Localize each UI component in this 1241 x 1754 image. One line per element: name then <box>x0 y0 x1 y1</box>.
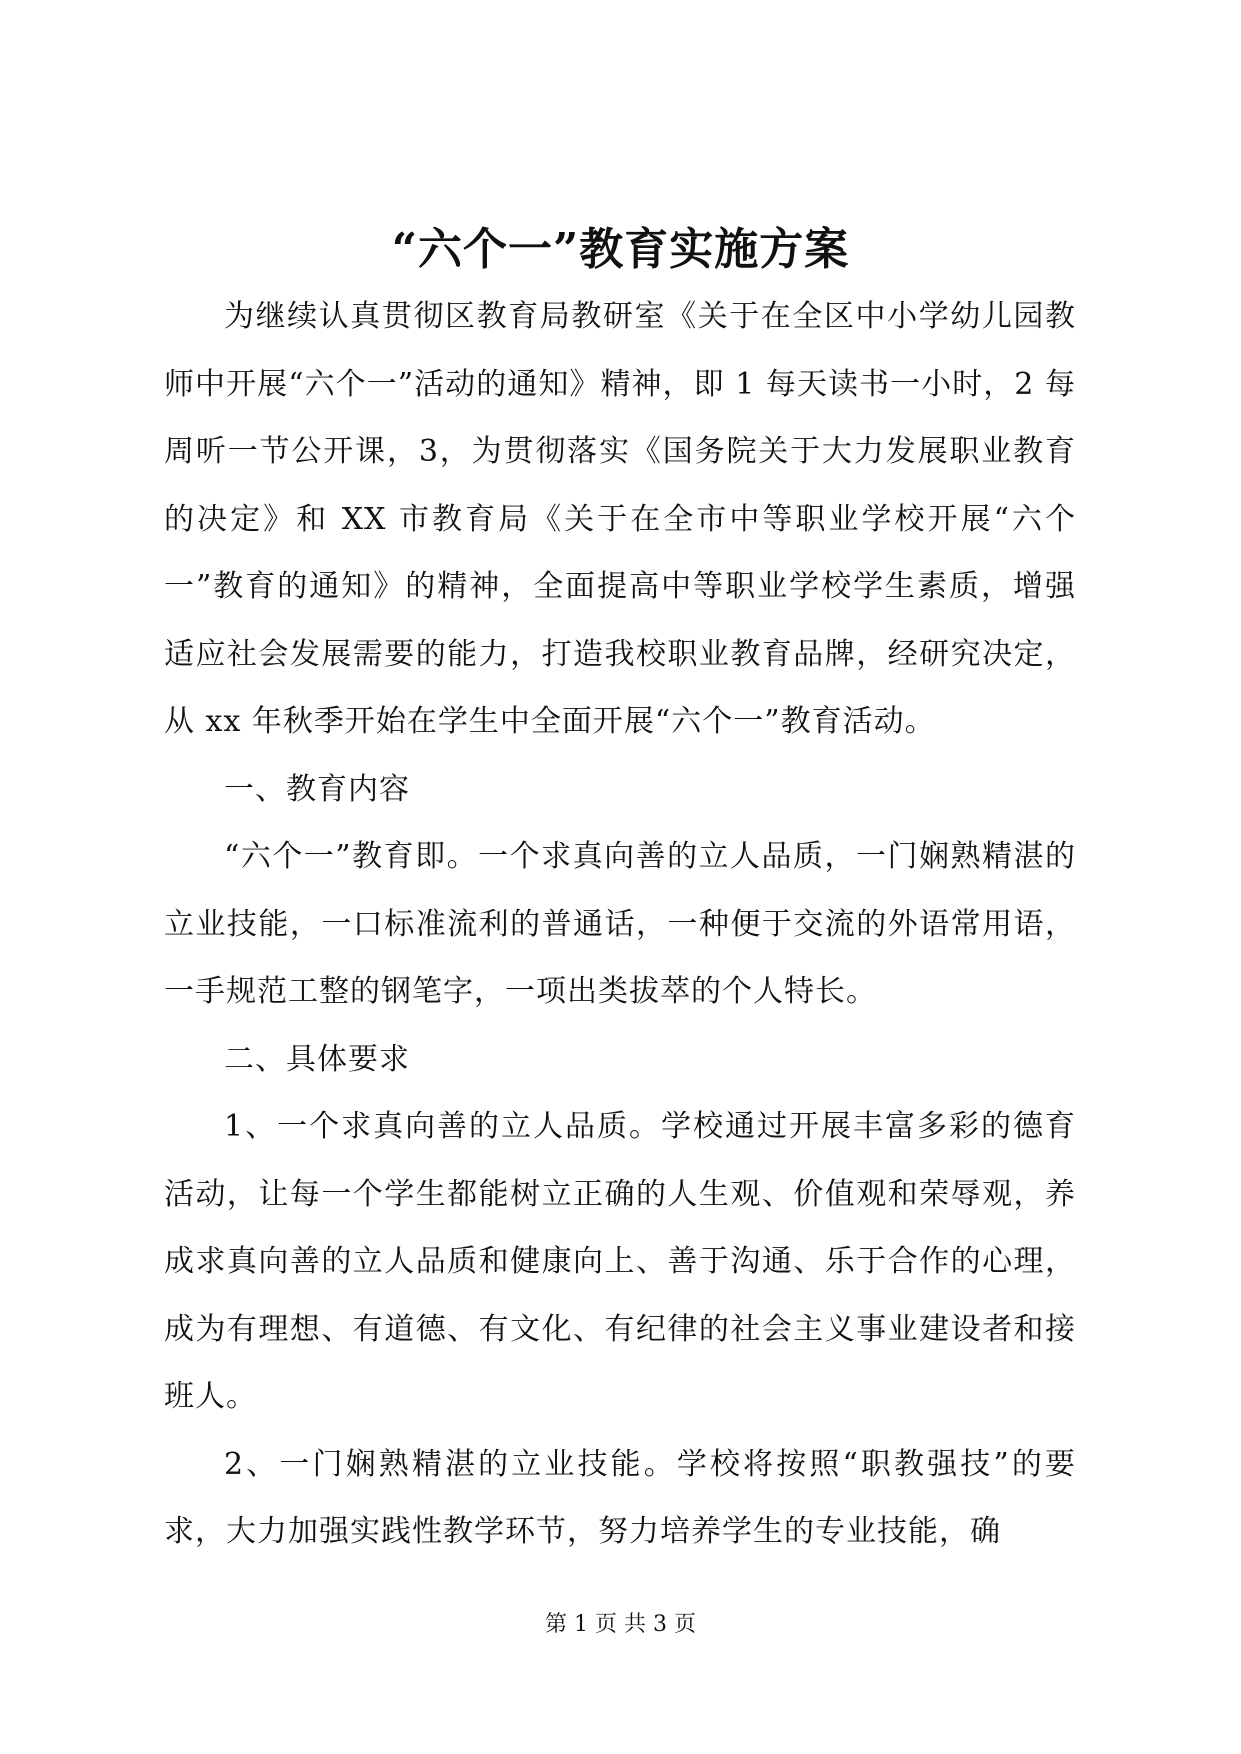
page-footer: 第 1 页 共 3 页 <box>545 1612 696 1637</box>
paragraph-requirement-1: 1、一个求真向善的立人品质。学校通过开展丰富多彩的德育活动，让每一个学生都能树立正确的人生观、价值观和荣辱观，养成求真向善的立人品质和健康向上、善于沟通、乐于合作的心理，成为有理想、有道德、有文化、有纪律的社会主义事业建设者和接班人。 <box>164 1109 1076 1414</box>
section-heading-content: 一、教育内容 <box>224 771 410 807</box>
section-heading-requirements: 二、具体要求 <box>224 1041 410 1077</box>
paragraph-requirement-2: 2、一门娴熟精湛的立业技能。学校将按照“职教强技”的要求，大力加强实践性教学环节，努力培养学生的专业技能，确 <box>164 1446 1076 1549</box>
document-body <box>164 283 1076 1566</box>
paragraph-intro: 为继续认真贯彻区教育局教研室《关于在全区中小学幼儿园教师中开展“六个一”活动的通知》精神，即 1 每天读书一小时，2 每周听一节公开课，3，为贯彻落实《国务院关于大力发展职业教育的决定》和 XX 市教育局《关于在全市中等职业学校开展“六个一”教育的通知》的精神，全面提高中等职业学校学生素质，增强适应社会发展需要的能力，打造我校职业教育品牌，经研究决定，从 xx 年秋季开始在学生中全面开展“六个一”教育活动。 <box>164 299 1076 739</box>
document-title: “六个一”教育实施方案 <box>391 224 850 275</box>
paragraph-content: “六个一”教育即。一个求真向善的立人品质，一门娴熟精湛的立业技能，一口标准流利的普通话，一种便于交流的外语常用语，一手规范工整的钢笔字，一项出类拔萃的个人特长。 <box>164 839 1076 1009</box>
